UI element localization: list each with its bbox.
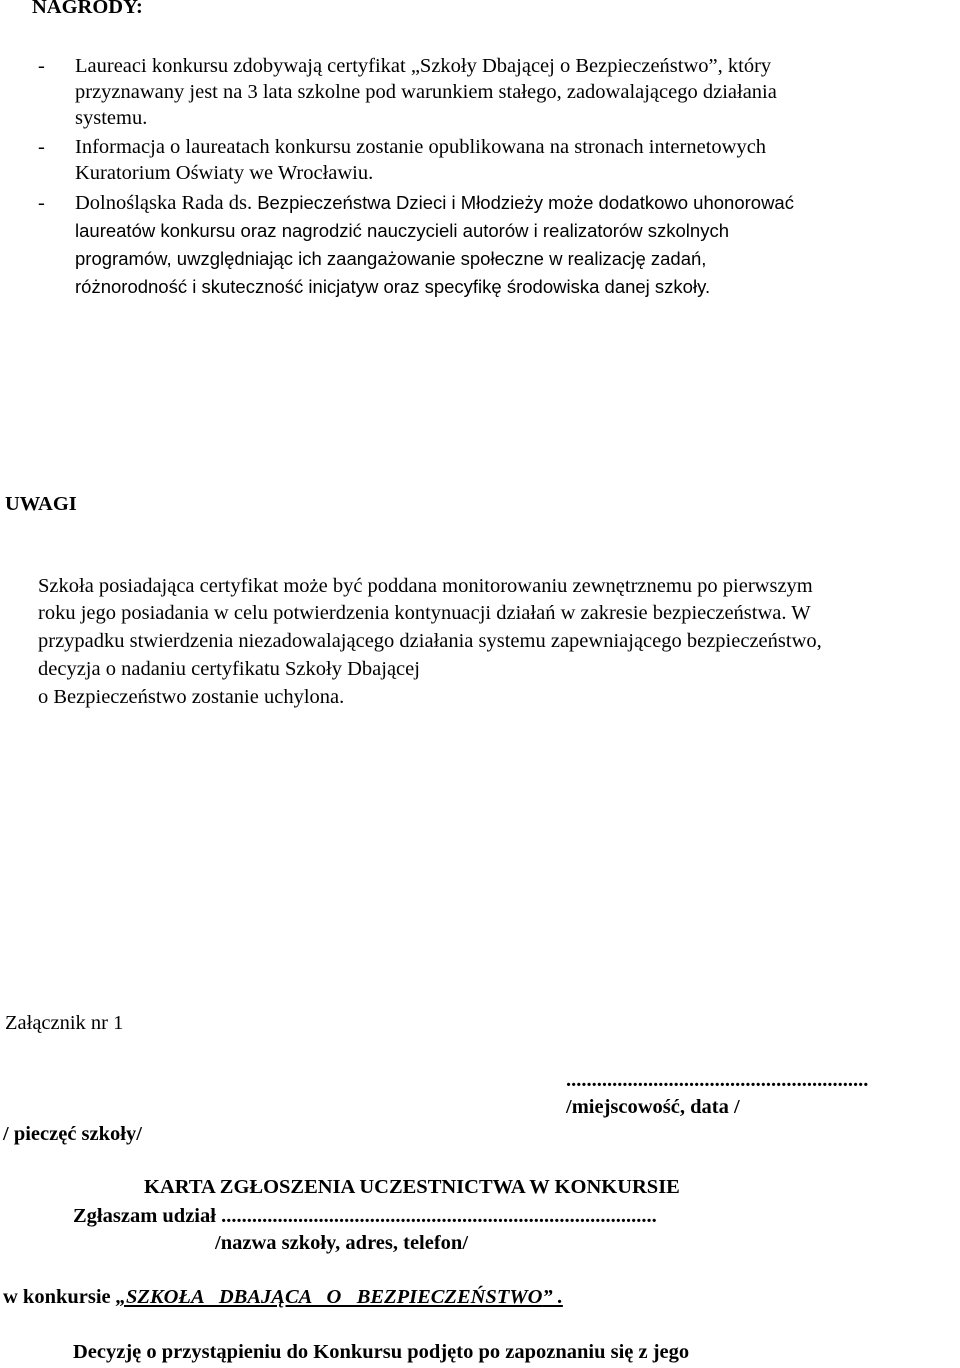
list-item-line: Laureaci konkursu zdobywają certyfikat „Szkoły Dbającej o Bezpieczeństwo”, który — [75, 55, 772, 77]
decision-line: Decyzję o przystąpieniu do Konkursu podjęto po zapoznaniu się z jego — [73, 1341, 690, 1363]
stamp-label: / pieczęć szkoły/ — [3, 1123, 142, 1145]
close-quote: ” . — [542, 1286, 563, 1308]
place-date-label: /miejscowość, data / — [566, 1096, 740, 1118]
konkurs-line — [3, 1286, 563, 1309]
school-label: /nazwa szkoły, adres, telefon/ — [215, 1232, 469, 1254]
paragraph-line: Szkoła posiadająca certyfikat może być poddana monitorowaniu zewnętrznemu po pierwszym — [38, 575, 813, 597]
paragraph-line: decyzja o nadaniu certyfikatu Szkoły Dbającej — [38, 658, 420, 680]
konkurs-prefix: w konkursie — [3, 1286, 111, 1308]
list-dash: - — [38, 136, 45, 158]
attachment-title: Załącznik nr 1 — [5, 1012, 124, 1034]
uwagi-heading: UWAGI — [5, 493, 77, 515]
list-item-line: różnorodność i skuteczność inicjatyw oraz specyfikę środowiska danej szkoły. — [75, 276, 711, 297]
list-item-line: laureatów konkursu oraz nagrodzić nauczycieli autorów i realizatorów szkolnych — [75, 220, 729, 241]
konkurs-name-text: SZKOŁA DBAJĄCA O BEZPIECZEŃSTWO — [126, 1286, 543, 1308]
list-item-line: programów, uwzględniając ich zaangażowanie społeczne w realizację zadań, — [75, 248, 707, 269]
list-dash: - — [38, 192, 45, 214]
list-item-line: Kuratorium Oświaty we Wrocławiu. — [75, 162, 374, 184]
place-date-dots: ........................................................... — [566, 1069, 869, 1091]
list-dash: - — [38, 55, 45, 77]
list-item-text-sans: Bezpieczeństwa Dzieci i Młodzieży może dodatkowo uhonorować — [257, 192, 794, 213]
list-item-line: Informacja o laureatach konkursu zostanie opublikowana na stronach internetowych — [75, 136, 767, 158]
konkurs-name — [116, 1286, 563, 1308]
list-item-line: systemu. — [75, 107, 148, 129]
nagrody-heading: NAGRODY: — [32, 0, 143, 18]
paragraph-line: roku jego posiadania w celu potwierdzenia kontynuacji działań w zakresie bezpieczeństwa. W — [38, 602, 811, 624]
form-title: KARTA ZGŁOSZENIA UCZESTNICTWA W KONKURSIE — [144, 1176, 680, 1198]
list-item-line: przyznawany jest na 3 lata szkolne pod warunkiem stałego, zadowalającego działania — [75, 81, 777, 103]
paragraph-line: przypadku stwierdzenia niezadowalającego działania systemu zapewniającego bezpieczeństwo, — [38, 630, 822, 652]
zglaszam-dots: ..................................................................................... — [221, 1205, 657, 1227]
list-item-line — [75, 190, 794, 216]
paragraph-line: o Bezpieczeństwo zostanie uchylona. — [38, 686, 345, 708]
list-item-text-serif: Dolnośląska Rada ds. — [75, 192, 253, 214]
open-quote: „ — [115, 1286, 127, 1308]
zglaszam-line — [73, 1205, 657, 1228]
zglaszam-label: Zgłaszam udział — [73, 1205, 216, 1227]
